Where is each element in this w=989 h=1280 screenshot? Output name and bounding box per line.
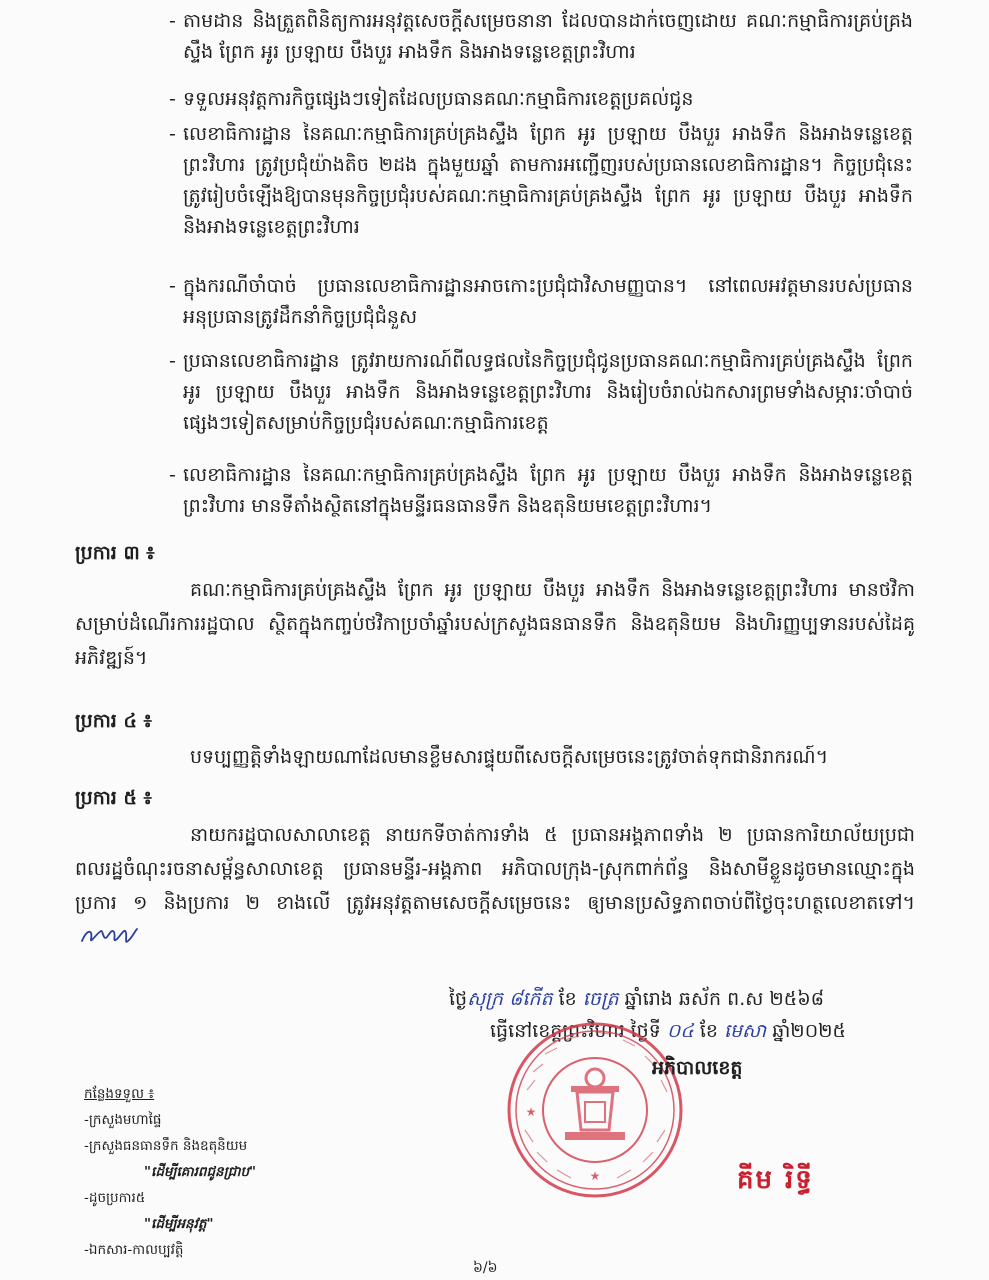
- duty-item-monitoring: - តាមដាន និងត្រួតពិនិត្យការអនុវត្តសេចក្តីសម្រេចនានា ដែលបានដាក់ចេញដោយ គណៈកម្មាធិការគ្រប់គ្រងស្ទឹង ព្រែក អូរ ប្រឡាយ បឹងបួរ អាងទឹក និងអាងទន្លេខេត្តព្រះវិហារ: [183, 6, 913, 68]
- recipient-archive: -ឯកសារ-កាលប្បវត្តិ: [84, 1242, 184, 1258]
- article-5-text: នាយករដ្ឋបាលសាលាខេត្ត នាយកទីចាត់ការទាំង ៥ ប្រធានអង្គភាពទាំង ២ ប្រធានការិយាល័យប្រជាពលរដ្ឋចំណុះរចនាសម្ព័ន្ធសាលាខេត្ត ប្រធានមន្ទីរ-អង្គភាព អភិបាលក្រុង-ស្រុកពាក់ព័ន្ធ និងសាមីខ្លួនដូចមានឈ្មោះក្នុងប្រការ ១ និងប្រការ ២ ខាងលើ ត្រូវអនុវត្តតាមសេចក្តីសម្រេចនេះ ឲ្យមានប្រសិទ្ធភាពចាប់ពីថ្ងៃចុះហត្ថលេខាតទៅ។: [75, 818, 915, 954]
- bullet-dash: -: [169, 10, 176, 32]
- bullet-dash: -: [169, 275, 176, 297]
- duty-item-reporting: - ប្រធានលេខាធិការដ្ឋាន ត្រូវរាយការណ៍ពីលទ្ធផលនៃកិច្ចប្រជុំជូនប្រធានគណៈកម្មាធិការគ្រប់គ្រងស្ទឹង ព្រែក អូរ ប្រឡាយ បឹងបួរ អាងទឹក និងអាងទន្លេខេត្តព្រះវិហារ និងរៀបចំរាល់ឯកសារព្រមទាំងសម្ភារៈចាំបាច់ផ្សេងៗទៀតសម្រាប់កិច្ចប្រជុំរបស់គណៈកម្មាធិការខេត្ត: [183, 346, 913, 439]
- bullet-dash: -: [169, 88, 176, 110]
- bullet-dash: -: [169, 123, 176, 145]
- recipient-note-inform: "ដើម្បីគោរពជូនជ្រាប": [144, 1164, 257, 1180]
- signatory-name: គីម រិទ្ធី: [737, 1165, 814, 1195]
- recipient-note-implement: "ដើម្បីអនុវត្ត": [144, 1216, 214, 1232]
- duty-item-location: - លេខាធិការដ្ឋាន នៃគណៈកម្មាធិការគ្រប់គ្រងស្ទឹង ព្រែក អូរ ប្រឡាយ បឹងបួរ អាងទឹក និងអាងទន្លេខេត្តព្រះវិហារ មានទីតាំងស្ថិតនៅក្នុងមន្ទីរធនធានទឹក និងឧតុនិយមខេត្តព្រះវិហារ។: [183, 460, 913, 522]
- page-number: ៦/៦: [473, 1260, 498, 1276]
- recipient-article-5: -ដូចប្រការ៥: [84, 1190, 146, 1206]
- svg-text:★: ★: [525, 1105, 537, 1119]
- lunar-day-handwritten: សុក្រ ៨កើត: [467, 988, 553, 1010]
- lunar-month-handwritten: ចេត្រ: [582, 988, 619, 1010]
- recipient-ministry-interior: -ក្រសួងមហាផ្ទៃ: [84, 1112, 162, 1128]
- article-3-text: គណៈកម្មាធិការគ្រប់គ្រងស្ទឹង ព្រែក អូរ ប្រឡាយ បឹងបួរ អាងទឹក និងអាងទន្លេខេត្តព្រះវិហារ មានថវិកាសម្រាប់ដំណើរការរដ្ឋបាល ស្ថិតក្នុងកញ្ចប់ថវិកាប្រចាំឆ្នាំរបស់ក្រសួងធនធានទឹក និងឧតុនិយម និងហិរញ្ញប្បទានរបស់ដៃគូអភិវឌ្ឍន៍។: [75, 579, 915, 669]
- solar-day-handwritten: ០៤: [666, 1020, 694, 1042]
- solar-date-line: ធ្វើនៅខេត្តព្រះវិហារ ថ្ងៃទី ០៤ ខែ មេសា ឆ្នាំ២០២៥: [490, 1020, 846, 1042]
- duty-item-other-tasks: - ទទួលអនុវត្តការកិច្ចផ្សេងៗទៀតដែលប្រធានគណៈកម្មាធិការខេត្តប្រគល់ជូន: [183, 84, 913, 115]
- bullet-dash: -: [169, 350, 176, 372]
- signatory-title: អភិបាលខេត្ត: [652, 1057, 743, 1079]
- official-seal-icon: [505, 1020, 685, 1200]
- duty-item-extraordinary-meeting: - ក្នុងករណីចាំបាច់ ប្រធានលេខាធិការដ្ឋានអាចកោះប្រជុំជាវិសាមញ្ញបាន។ នៅពេលអវត្តមានរបស់ប្រធាន អនុប្រធានត្រូវដឹកនាំកិច្ចប្រជុំជំនួស: [183, 271, 913, 333]
- recipient-ministry-water: -ក្រសួងធនធានទឹក និងឧតុនិយម: [84, 1138, 248, 1154]
- article-4-text: បទប្បញ្ញត្តិទាំងឡាយណាដែលមានខ្លឹមសារផ្ទុយពីសេចក្តីសម្រេចនេះត្រូវចាត់ទុកជានិរាករណ៍។: [190, 746, 829, 768]
- recipients-title: កន្លែងទទួល ៖: [84, 1086, 155, 1102]
- bullet-dash: -: [169, 464, 176, 486]
- article-3-heading: ប្រការ ៣ ៖: [75, 542, 155, 564]
- article-4-heading: ប្រការ ៤ ៖: [75, 710, 152, 732]
- recipients-block: [84, 1081, 424, 1263]
- lunar-date-line: ថ្ងៃសុក្រ ៨កើត ខែ ចេត្រ ឆ្នាំរោង ឆស័ក ព.ស ២៥៦៨: [449, 988, 825, 1010]
- article-5-heading: ប្រការ ៥ ៖: [75, 787, 152, 809]
- svg-text:★: ★: [589, 1169, 601, 1183]
- solar-month-handwritten: មេសា: [723, 1020, 767, 1042]
- duty-item-meetings: - លេខាធិការដ្ឋាន នៃគណៈកម្មាធិការគ្រប់គ្រងស្ទឹង ព្រែក អូរ ប្រឡាយ បឹងបួរ អាងទឹក និងអាងទន្លេខេត្តព្រះវិហារ ត្រូវប្រជុំយ៉ាងតិច ២ដង ក្នុងមួយឆ្នាំ តាមការអញ្ជើញរបស់ប្រធានលេខាធិការដ្ឋាន។ កិច្ចប្រជុំនេះត្រូវរៀបចំឡើងឱ្យបានមុនកិច្ចប្រជុំរបស់គណៈកម្មាធិការគ្រប់គ្រងស្ទឹង ព្រែក អូរ ប្រឡាយ បឹងបួរ អាងទឹក និងអាងទន្លេខេត្តព្រះវិហារ: [183, 119, 913, 243]
- handwritten-initial-icon: [79, 923, 141, 947]
